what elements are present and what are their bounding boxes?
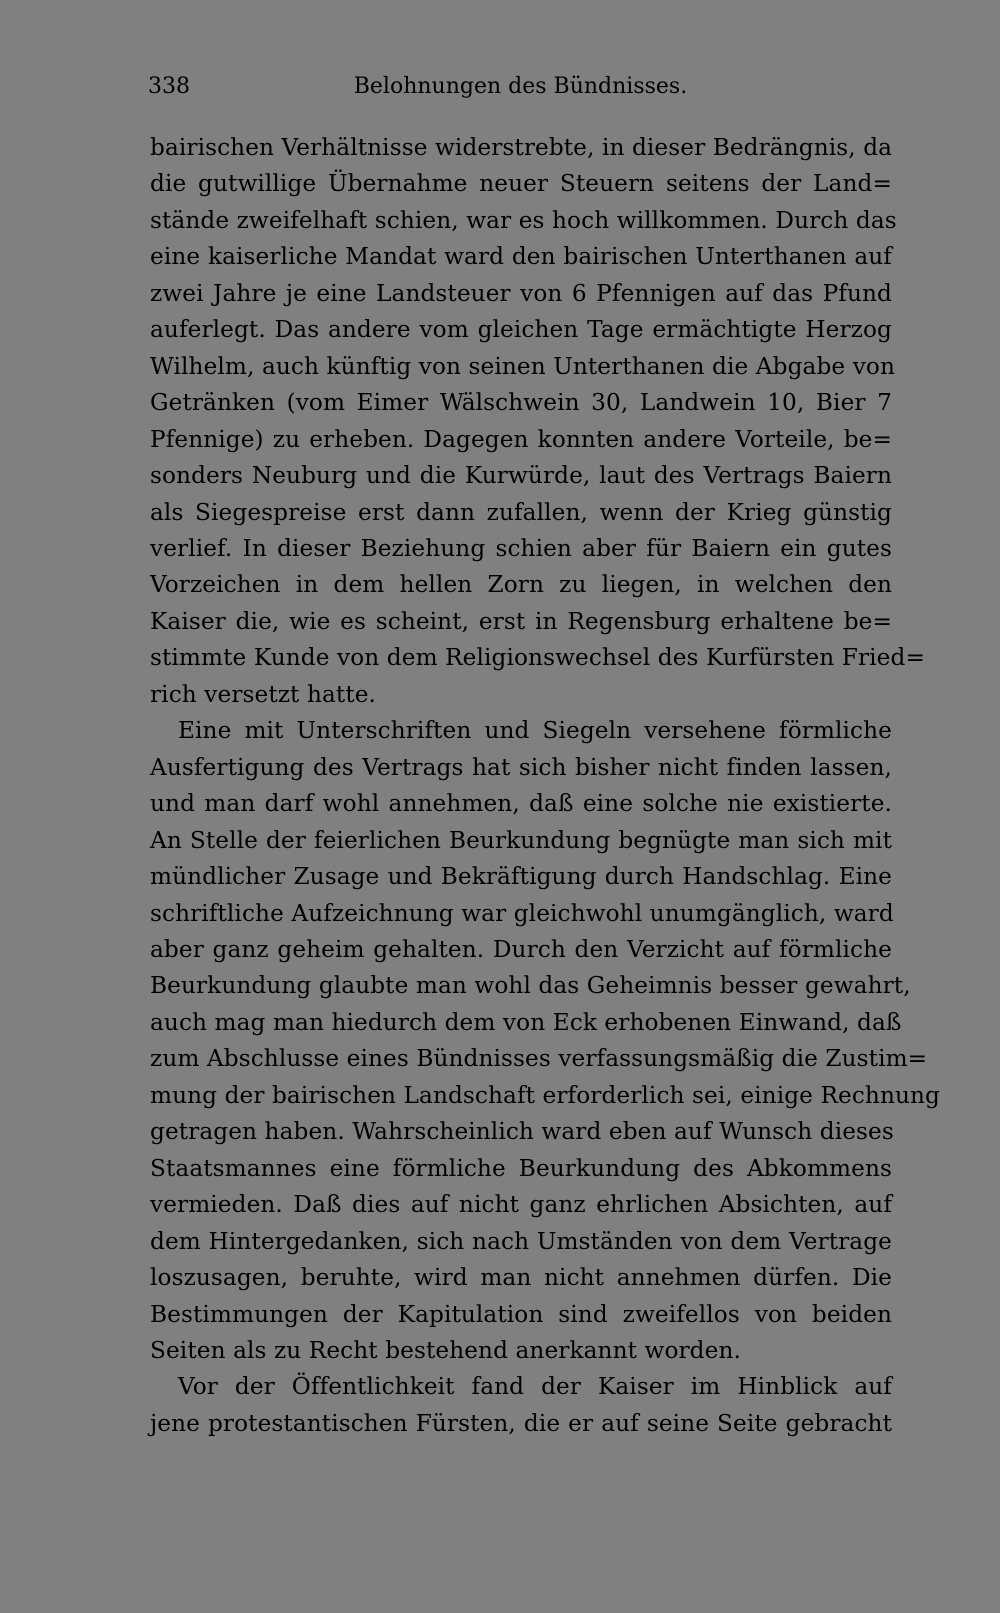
- text-line: mung der bairischen Landschaft erforderlich sei, einige Rechnung: [150, 1081, 940, 1109]
- text-line: zwei Jahre je eine Landsteuer von 6 Pfennigen auf das Pfund: [150, 279, 892, 307]
- text-line: Vor der Öffentlichkeit fand der Kaiser im Hinblick auf: [178, 1373, 892, 1401]
- text-line: auferlegt. Das andere vom gleichen Tage ermächtigte Herzog: [150, 316, 892, 344]
- running-title: Belohnungen des Bündnisses.: [353, 74, 688, 99]
- text-line: dem Hintergedanken, sich nach Umständen von dem Vertrage: [150, 1227, 892, 1255]
- text-line: Wilhelm, auch künftig von seinen Unterthanen die Abgabe von: [150, 352, 895, 380]
- text-line: vermieden. Daß dies auf nicht ganz ehrlichen Absichten, auf: [150, 1191, 892, 1219]
- body-text: [150, 130, 940, 1442]
- text-line: zum Abschlusse eines Bündnisses verfassungsmäßig die Zustim=: [150, 1045, 928, 1073]
- text-line: Pfennige) zu erheben. Dagegen konnten andere Vorteile, be=: [150, 425, 892, 453]
- text-line: mündlicher Zusage und Bekräftigung durch Handschlag. Eine: [150, 863, 892, 891]
- text-line: auch mag man hiedurch dem von Eck erhobenen Einwand, daß: [150, 1008, 902, 1036]
- text-line: Beurkundung glaubte man wohl das Geheimnis besser gewahrt,: [150, 972, 911, 1000]
- text-line: stände zweifelhaft schien, war es hoch willkommen. Durch das: [150, 206, 897, 234]
- text-line: Bestimmungen der Kapitulation sind zweifellos von beiden: [150, 1300, 892, 1328]
- text-line: Kaiser die, wie es scheint, erst in Regensburg erhaltene be=: [150, 607, 892, 635]
- text-line: als Siegespreise erst dann zufallen, wenn der Krieg günstig: [150, 498, 892, 526]
- text-line: jene protestantischen Fürsten, die er auf seine Seite gebracht: [150, 1409, 892, 1437]
- text-line: Staatsmannes eine förmliche Beurkundung des Abkommens: [150, 1154, 892, 1182]
- page-number: 338: [148, 74, 190, 99]
- text-line: bairischen Verhältnisse widerstrebte, in dieser Bedrängnis, da: [150, 134, 893, 161]
- text-line: Ausfertigung des Vertrags hat sich bisher nicht finden lassen,: [150, 753, 892, 781]
- text-line: und man darf wohl annehmen, daß eine solche nie existierte.: [150, 790, 892, 818]
- page-header: [148, 74, 893, 110]
- text-line: Getränken (vom Eimer Wälschwein 30, Landwein 10, Bier 7: [150, 389, 892, 417]
- text-line: loszusagen, beruhte, wird man nicht annehmen dürfen. Die: [150, 1264, 892, 1292]
- text-line: die gutwillige Übernahme neuer Steuern seitens der Land=: [150, 170, 892, 198]
- text-line: aber ganz geheim gehalten. Durch den Verzicht auf förmliche: [150, 935, 892, 963]
- text-line: getragen haben. Wahrscheinlich ward eben auf Wunsch dieses: [150, 1118, 894, 1146]
- text-line: eine kaiserliche Mandat ward den bairischen Unterthanen auf: [150, 243, 892, 271]
- text-line: sonders Neuburg und die Kurwürde, laut des Vertrags Baiern: [150, 462, 892, 490]
- paragraph-3: [150, 1369, 892, 1442]
- text-line: rich versetzt hatte.: [150, 680, 377, 708]
- text-line: Vorzeichen in dem hellen Zorn zu liegen, in welchen den: [150, 571, 892, 599]
- text-line: Eine mit Unterschriften und Siegeln versehene förmliche: [178, 717, 892, 745]
- paragraph-1: [150, 130, 925, 713]
- text-line: stimmte Kunde von dem Religionswechsel des Kurfürsten Fried=: [150, 644, 925, 672]
- text-line: verlief. In dieser Beziehung schien aber für Baiern ein gutes: [150, 534, 892, 562]
- paragraph-2: [150, 713, 940, 1369]
- text-line: Seiten als zu Recht bestehend anerkannt worden.: [150, 1336, 741, 1364]
- text-line: An Stelle der feierlichen Beurkundung begnügte man sich mit: [150, 826, 892, 854]
- text-line: schriftliche Aufzeichnung war gleichwohl unumgänglich, ward: [150, 899, 894, 927]
